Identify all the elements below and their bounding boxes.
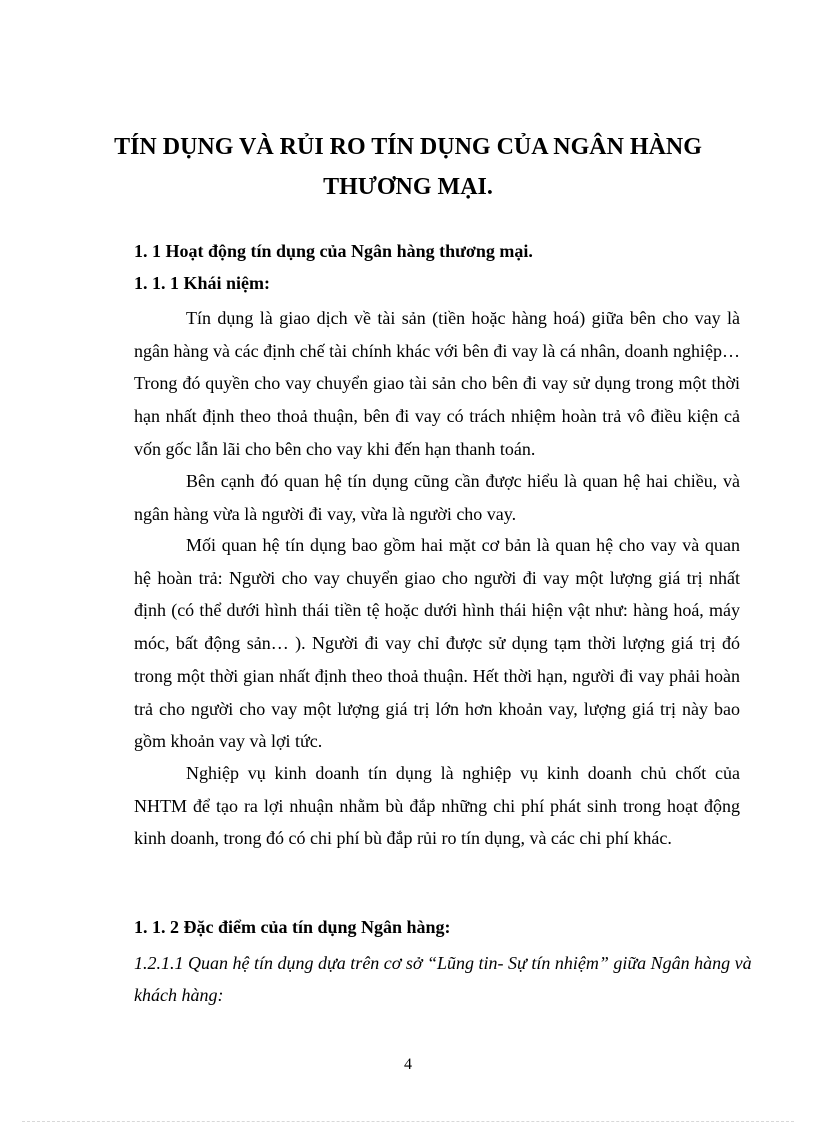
section-heading-1-1-2: 1. 1. 2 Đặc điểm của tín dụng Ngân hàng: <box>134 917 451 937</box>
subsection-heading-1-2-1-1: 1.2.1.1 Quan hệ tín dụng dựa trên cơ sở “Lũng tin- Sự tín nhiệm” giữa Ngân hàng và khách hàng: <box>134 953 752 1005</box>
document-title: TÍN DỤNG VÀ RỦI RO TÍN DỤNG CỦA NGÂN HÀNG THƯƠNG MẠI. <box>114 134 702 200</box>
page-break-divider <box>22 1121 794 1122</box>
paragraph-two-way-relation: Bên cạnh đó quan hệ tín dụng cũng cần được hiểu là quan hệ hai chiều, và ngân hàng vừa là người đi vay, vừa là người cho vay. <box>134 471 740 524</box>
section-heading-1-1: 1. 1 Hoạt động tín dụng của Ngân hàng thương mại. <box>134 241 533 261</box>
section-heading-1-1-1: 1. 1. 1 Khái niệm: <box>134 273 271 293</box>
paragraph-definition: Tín dụng là giao dịch về tài sản (tiền hoặc hàng hoá) giữa bên cho vay là ngân hàng và các định chế tài chính khác với bên đi vay là cá nhân, doanh nghiệp…Trong đó quyền cho vay chuyển giao tài sản cho bên đi vay sử dụng trong một thời hạn nhất định theo thoả thuận, bên đi vay có trách nhiệm hoàn trả vô điều kiện cả vốn gốc lẫn lãi cho bên cho vay khi đến hạn thanh toán. <box>134 308 740 459</box>
paragraph-lending-repayment: Mối quan hệ tín dụng bao gồm hai mặt cơ bản là quan hệ cho vay và quan hệ hoàn trả: Người cho vay chuyển giao cho người đi vay một lượng giá trị nhất định (có thể dưới hình thái tiền tệ hoặc dưới hình thái hiện vật như: hàng hoá, máy móc, bất động sản… ). Người đi vay chỉ được sử dụng tạm thời lượng giá trị đó trong một thời gian nhất định theo thoả thuận. Hết thời hạn, người đi vay phải hoàn trả cho người cho vay một lượng giá trị lớn hơn khoản vay, lượng giá trị này bao gồm khoản vay và lợi tức. <box>134 535 740 752</box>
page-number: 4 <box>404 1056 412 1073</box>
paragraph-core-business: Nghiệp vụ kinh doanh tín dụng là nghiệp vụ kinh doanh chủ chốt của NHTM để tạo ra lợi nhuận nhằm bù đắp những chi phí phát sinh trong hoạt động kinh doanh, trong đó có chi phí bù đắp rủi ro tín dụng, và các chi phí khác. <box>134 763 740 849</box>
